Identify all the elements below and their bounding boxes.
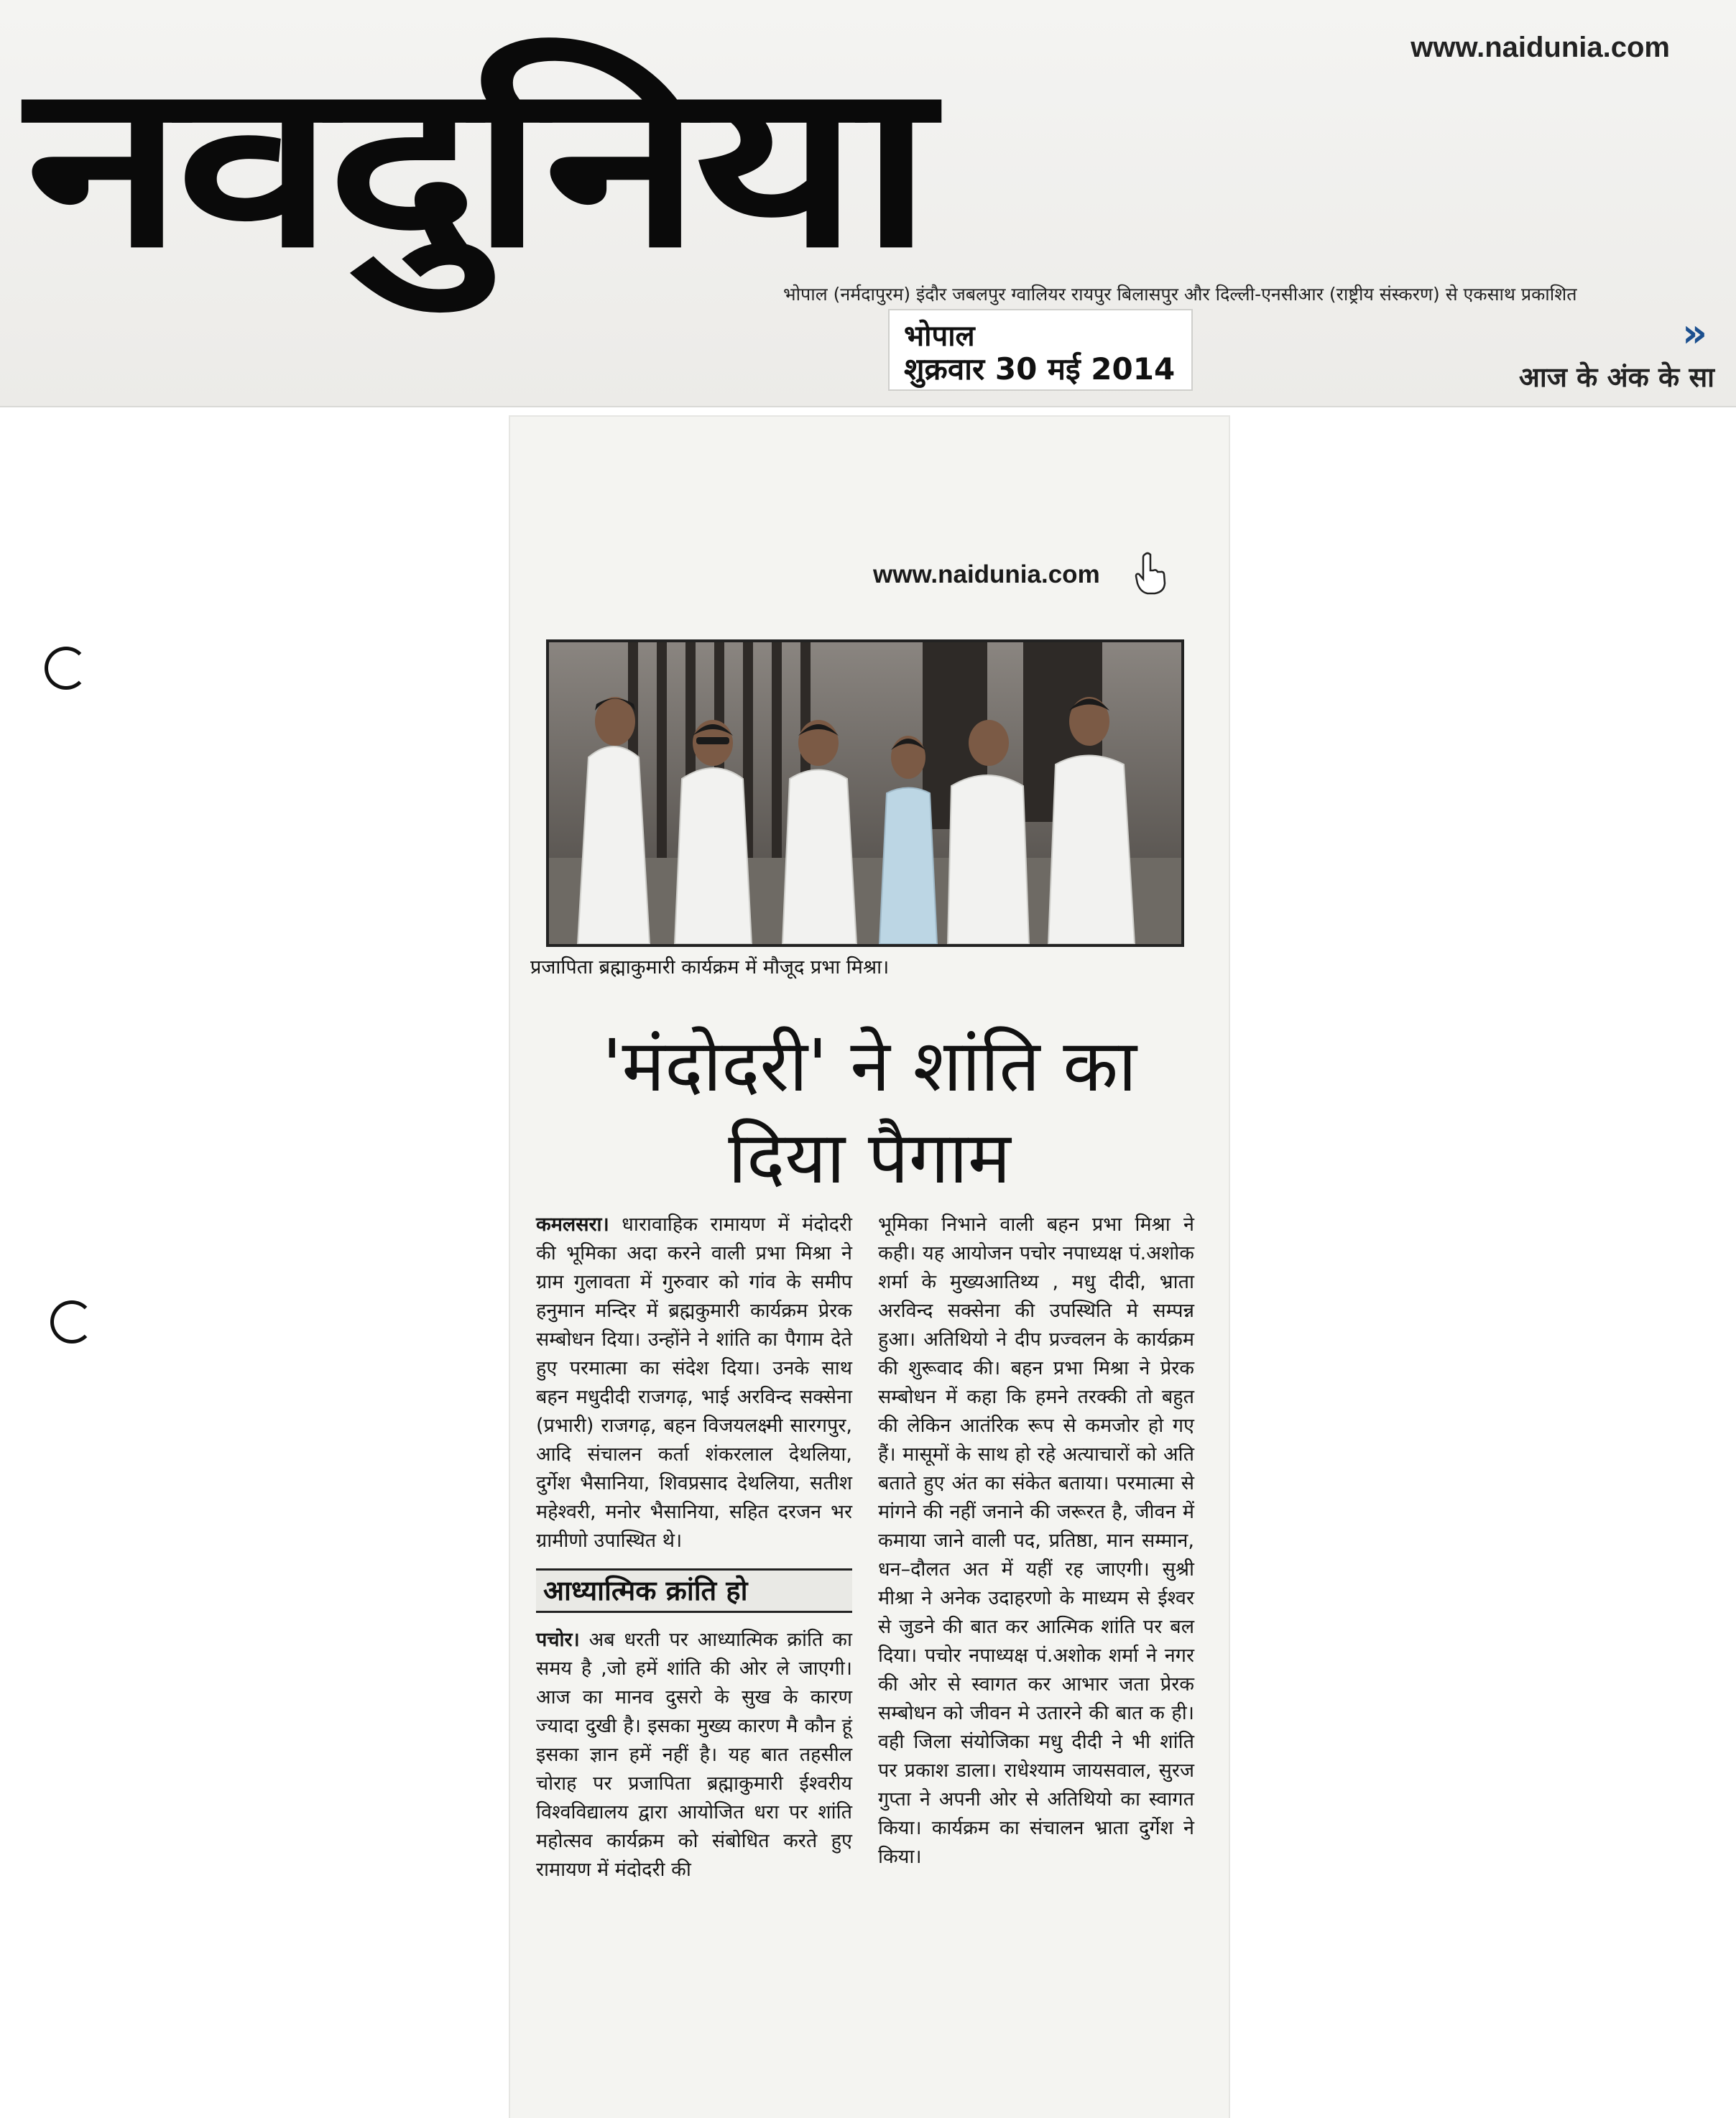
pointing-hand-icon — [1132, 552, 1168, 595]
paragraph-text: धारावाहिक रामायण में मंदोदरी की भूमिका अदा करने वाली प्रभा मिश्रा ने ग्राम गुलावता में गुरुवार को गांव के समीप हनुमान मन्दिर में ब्रह्मकुमारी कार्यक्रम प्रेरक सम्बोधन दिया। उन्होंने ने शांति का पैगाम देते हुए परमात्मा का संदेश दिया। उनके साथ बहन मधुदीदी राजगढ़, भाई अरविन्द सक्सेना (प्रभारी) राजगढ़, बहन विजयलक्ष्मी सारगपुर, आदि संचालन कर्ता शंकरलाल देथलिया, दुर्गेश भैसानिया, शिवप्रसाद देथलिया, सतीश महेश्वरी, मनोर भैसानिया, सहित दरजन भर ग्रामीणो उपास्थित थे। — [536, 1213, 852, 1552]
paragraph — [536, 1626, 852, 1885]
paragraph-text: भूमिका निभाने वाली बहन प्रभा मिश्रा ने कही। यह आयोजन पचोर नपाध्यक्ष पं.अशोक शर्मा के मुख्यआतिथ्य , मधु दीदी, भ्राता अरविन्द सक्सेना की उपस्थिति मे सम्पन्न हुआ। अतिथियो ने दीप प्रज्वलन के कार्यक्रम की शुरूवाद की। बहन प्रभा मिश्रा ने प्रेरक सम्बोधन में कहा कि हमने तरक्की तो बहुत की लेकिन आतंरिक रूप से कमजोर हो गए हैं। मासूमों के साथ हो रहे अत्याचारों को अति बताते हुए अंत का संकेत बताया। परमात्मा से मांगने की नहीं जनाने की जरूरत है, जीवन में कमाया जाने वाली पद, प्रतिष्ठा, मान सम्मान, धन–दौलत अत में यहीं रह जाएगी। सुश्री मीश्रा ने अनेक उदाहरणो के माध्यम से ईश्वर से जुडने की बात कर आत्मिक शांति पर बल दिया। पचोर नपाध्यक्ष पं.अशोक शर्मा ने नगर की ओर से स्वागत कर आभार जता प्रेरक सम्बोधन को जीवन मे उतारने की बात क ही। वही जिला संयोजिका मधु दीदी ने भी शांति पर प्रकाश डाला। राधेश्याम जायसवाल, सुरज गुप्ता ने अपनी ओर से अतिथियो का स्वागत किया। कार्यक्रम का संचालन भ्राता दुर्गेश ने किया। — [878, 1213, 1194, 1868]
article-headline — [510, 1020, 1229, 1204]
edition-city: भोपाल — [904, 320, 975, 353]
headline-line-1: 'मंदोदरी' ने शांति का — [601, 1024, 1137, 1108]
event-photo — [546, 639, 1184, 947]
article-column-2 — [878, 1211, 1194, 1872]
paragraph — [536, 1211, 852, 1555]
news-clipping — [510, 417, 1229, 2118]
paragraph — [878, 1211, 1194, 1872]
edition-date: शुक्रवार 30 मई 2014 — [904, 351, 1176, 387]
article-column-1 — [536, 1211, 852, 1885]
newspaper-logo: नवदुनिया — [26, 34, 926, 297]
chevron-right-icon: » — [1682, 310, 1707, 356]
edition-line: भोपाल (नर्मदापुरम) इंदौर जबलपुर ग्वालियर रायपुर बिलासपुर और दिल्ली-एनसीआर (राष्ट्रीय संस्करण) से एकसाथ प्रकाशित — [783, 284, 1577, 305]
paragraph-text: अब धरती पर आध्यात्मिक क्रांति का समय है ,जो हमें शांति की ओर ले जाएगी। आज का मानव दुसरो के सुख के कारण ज्यादा दुखी है। इसका मुख्य कारण मै कौन हूं इसका ज्ञान हमें नहीं है। यह बात तहसील चोराह पर प्रजापिता ब्रह्माकुमारी ईश्वरीय विश्वविद्यालय द्वारा आयोजित धरा पर शांति महोत्सव कार्यक्रम को संबोधित करते हुए रामायण में मंदोदरी की — [536, 1629, 852, 1881]
group-photo-image — [549, 642, 1181, 944]
masthead-site-url: www.naidunia.com — [1410, 32, 1670, 63]
newspaper-masthead — [0, 0, 1736, 407]
dateline: कमलसरा। — [536, 1213, 609, 1236]
inside-teaser: आज के अंक के सा — [1518, 361, 1714, 393]
headline-line-2: दिया पैगाम — [728, 1116, 1011, 1200]
date-box — [888, 309, 1193, 391]
punch-hole-icon — [45, 647, 88, 690]
clipping-site-url: www.naidunia.com — [873, 560, 1100, 588]
dateline: पचोर। — [536, 1629, 580, 1651]
article-subhead: आध्यात्मिक क्रांति हो — [536, 1568, 852, 1613]
punch-hole-icon — [50, 1300, 93, 1344]
photo-caption: प्रजापिता ब्रह्माकुमारी कार्यक्रम में मौजूद प्रभा मिश्रा। — [530, 956, 890, 979]
